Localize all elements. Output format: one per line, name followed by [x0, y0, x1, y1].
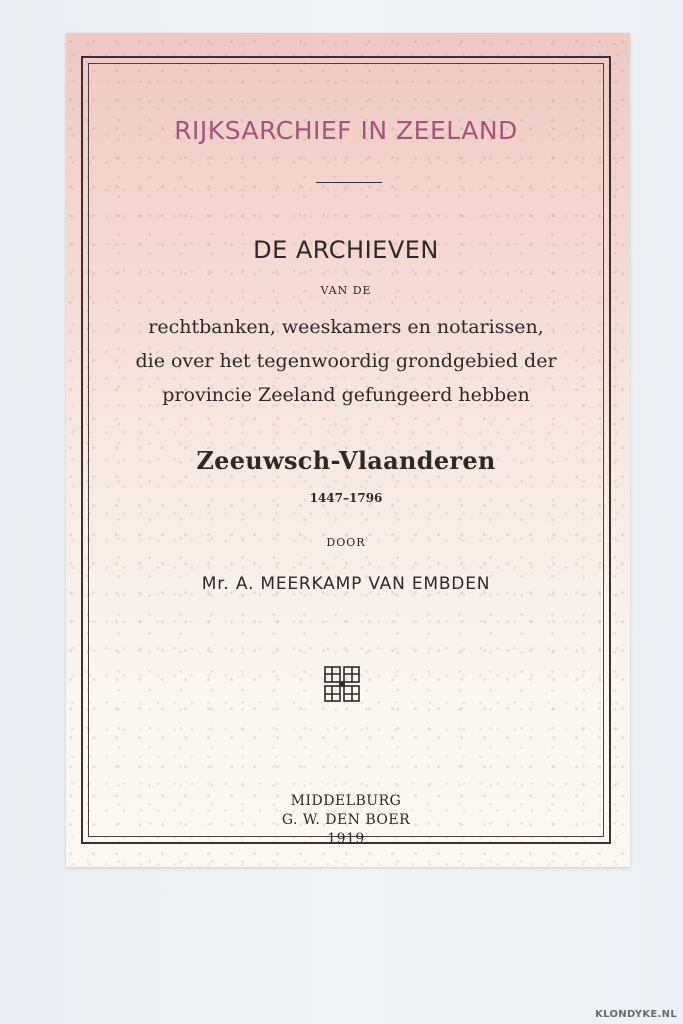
description-line-3: provincie Zeeland gefungeerd hebben [162, 384, 530, 406]
description-line-2: die over het tegenwoordig grondgebied der [135, 350, 557, 372]
year-range: 1447–1796 [309, 491, 383, 505]
door-label: DOOR [326, 536, 366, 549]
author-name: Mr. A. MEERKAMP VAN EMBDEN [201, 574, 491, 594]
printer-mark-icon [324, 666, 360, 702]
cover-content [88, 63, 604, 847]
watermark: KLONDYKE.NL [595, 1009, 677, 1020]
archive-heading: RIJKSARCHIEF IN ZEELAND [174, 116, 518, 145]
book-cover [66, 33, 630, 867]
van-de-label: VAN DE [320, 284, 372, 297]
imprint-publisher: G. W. DEN BOER [281, 812, 411, 828]
title-divider [316, 182, 382, 183]
region-title: Zeeuwsch-Vlaanderen [196, 446, 496, 475]
main-title: DE ARCHIEVEN [253, 236, 439, 264]
description-line-1: rechtbanken, weeskamers en notarissen, [148, 316, 544, 338]
imprint-year: 1919 [327, 831, 365, 847]
imprint-city: MIDDELBURG [290, 793, 402, 809]
